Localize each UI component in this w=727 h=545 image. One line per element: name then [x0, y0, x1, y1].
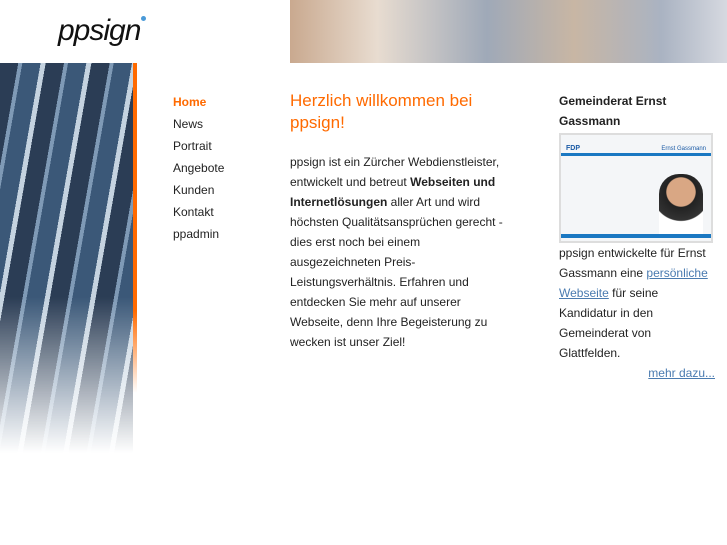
side-decorative-image	[0, 63, 133, 453]
more-link[interactable]: mehr dazu...	[648, 366, 715, 380]
intro-bold: Webseiten und Internetlösungen	[290, 175, 496, 209]
nav-angebote[interactable]: Angebote	[173, 161, 225, 175]
personal-website-link[interactable]: persönliche Webseite	[559, 266, 708, 300]
news-text-2: für seine Kandidatur in den Gemeinderat von Glattfelden.	[559, 286, 659, 360]
logo-text: ppsign	[58, 14, 141, 47]
website-screenshot-thumbnail[interactable]	[559, 133, 713, 243]
thumb-footer-line	[561, 234, 711, 238]
page-title: Herzlich willkommen bei ppsign!	[290, 91, 473, 132]
main-nav	[173, 92, 224, 246]
nav-kontakt[interactable]: Kontakt	[173, 205, 214, 219]
nav-home[interactable]: Home	[173, 95, 207, 109]
news-text-1: ppsign entwickelte für Ernst Gassmann eine	[559, 246, 706, 280]
news-text	[559, 243, 715, 363]
portrait-photo	[659, 174, 703, 234]
nav-news[interactable]: News	[173, 117, 204, 131]
nav-kunden[interactable]: Kunden	[173, 183, 215, 197]
nav-ppadmin[interactable]: ppadmin	[173, 227, 220, 241]
header-photo-banner	[290, 0, 727, 63]
main-content	[290, 90, 512, 352]
thumb-header-line	[561, 153, 711, 156]
news-teaser	[559, 91, 715, 383]
ppsign-logo[interactable]	[58, 14, 140, 48]
intro-part1: ppsign ist ein Zürcher Webdienstleister, entwickelt und betreut	[290, 155, 500, 189]
thumb-name: Ernst Gassmann	[661, 146, 706, 152]
nav-portrait[interactable]: Portrait	[173, 139, 212, 153]
news-title: Gemeinderat Ernst Gassmann	[559, 94, 667, 128]
orange-divider	[133, 63, 137, 393]
logo-dot	[141, 16, 146, 21]
thumb-party: FDP	[566, 145, 580, 152]
intro-part2: aller Art und wird höchsten Qualitätsansprüchen gerecht - dies erst noch bei einem ausgezeichneten Preis-Leistungsverhältnis. Erfahren und entdecken Sie mehr auf unserer Webseite, denn Ihre Begeisterung zu wecken ist unser Ziel!	[290, 195, 503, 349]
intro-text	[290, 152, 512, 352]
